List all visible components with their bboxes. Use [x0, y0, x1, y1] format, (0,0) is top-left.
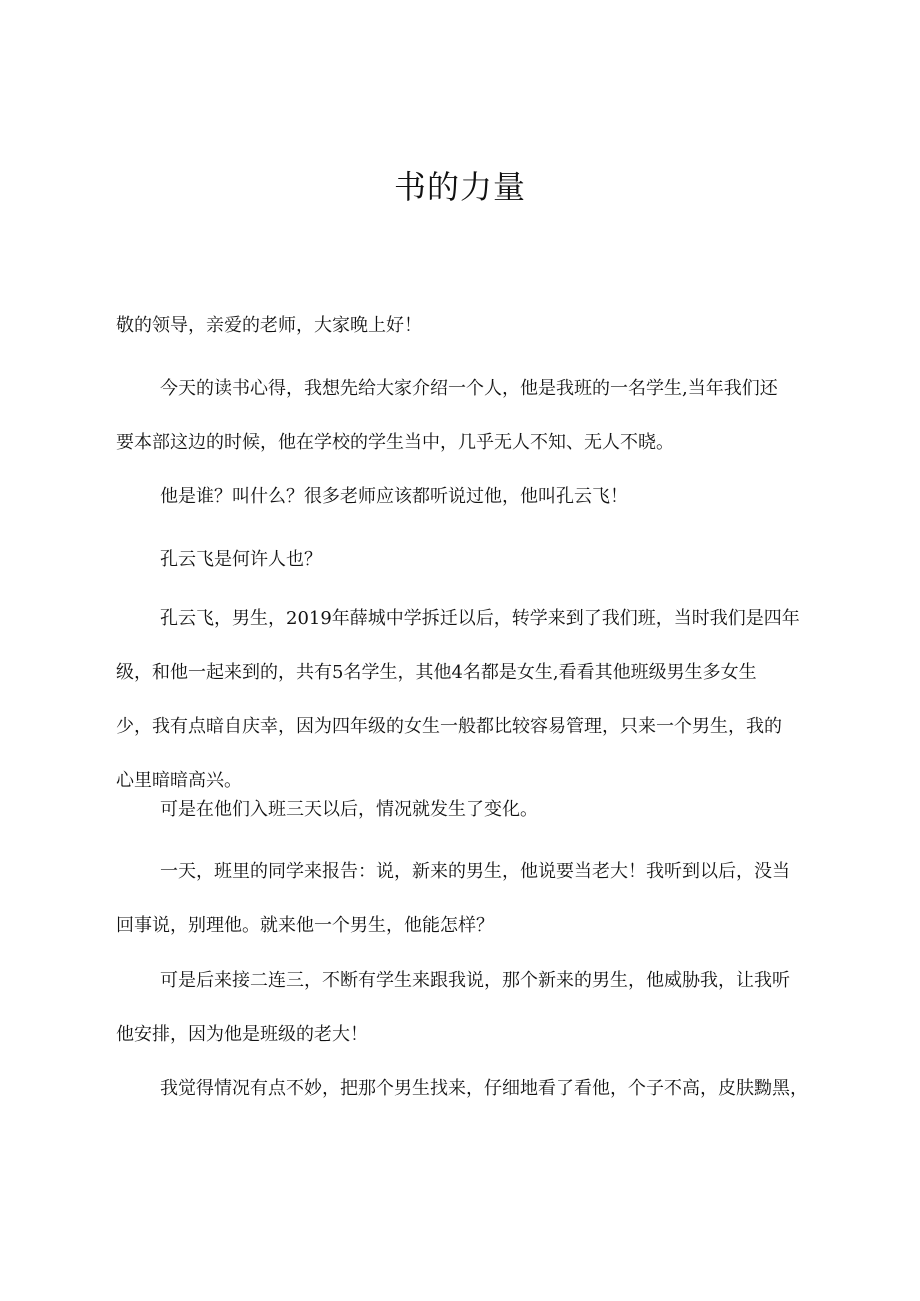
- paragraph-background: [116, 592, 824, 808]
- paragraph-line: 级，和他一起来到的，共有5名学生，其他4名都是女生,看看其他班级男生多女生: [116, 662, 757, 683]
- paragraph-line: 他安排，因为他是班级的老大！: [116, 1024, 368, 1045]
- paragraph-threat: [116, 954, 824, 1062]
- paragraph-line: 回事说，别理他。就来他一个男生，他能怎样？: [116, 915, 494, 936]
- paragraph-intro: [116, 362, 824, 470]
- paragraph-line: 少，我有点暗自庆幸，因为四年级的女生一般都比较容易管理，只来一个男生，我的: [116, 716, 782, 737]
- paragraph-observation: [116, 1062, 824, 1116]
- paragraph-line: 心里暗暗高兴。: [116, 770, 242, 791]
- paragraph-line: 他是谁？叫什么？很多老师应该都听说过他，他叫孔云飞！: [160, 486, 628, 507]
- paragraph-line: 敬的领导，亲爱的老师，大家晚上好！: [116, 315, 422, 336]
- paragraph-line: 要本部这边的时候，他在学校的学生当中，几乎无人不知、无人不晓。: [116, 432, 674, 453]
- paragraph-line: 可是后来接二连三，不断有学生来跟我说，那个新来的男生，他威胁我，让我听: [160, 970, 790, 991]
- paragraph-change: [116, 783, 824, 837]
- paragraph-line: 一天，班里的同学来报告：说，新来的男生，他说要当老大！我听到以后，没当: [160, 861, 790, 882]
- paragraph-line: 我觉得情况有点不妙，把那个男生找来，仔细地看了看他，个子不高，皮肤黝黑，: [160, 1078, 808, 1099]
- paragraph-question: [116, 533, 824, 587]
- paragraph-report: [116, 845, 824, 953]
- paragraph-who: [116, 470, 824, 524]
- paragraph-salutation: [116, 299, 824, 353]
- paragraph-line: 孔云飞，男生，2019年薛城中学拆迁以后，转学来到了我们班，当时我们是四年: [160, 608, 800, 629]
- paragraph-line: 今天的读书心得，我想先给大家介绍一个人，他是我班的一名学生,当年我们还: [160, 378, 778, 399]
- document-title: 书的力量: [393, 168, 526, 206]
- paragraph-line: 孔云飞是何许人也？: [160, 549, 322, 570]
- paragraph-line: 可是在他们入班三天以后，情况就发生了变化。: [160, 799, 538, 820]
